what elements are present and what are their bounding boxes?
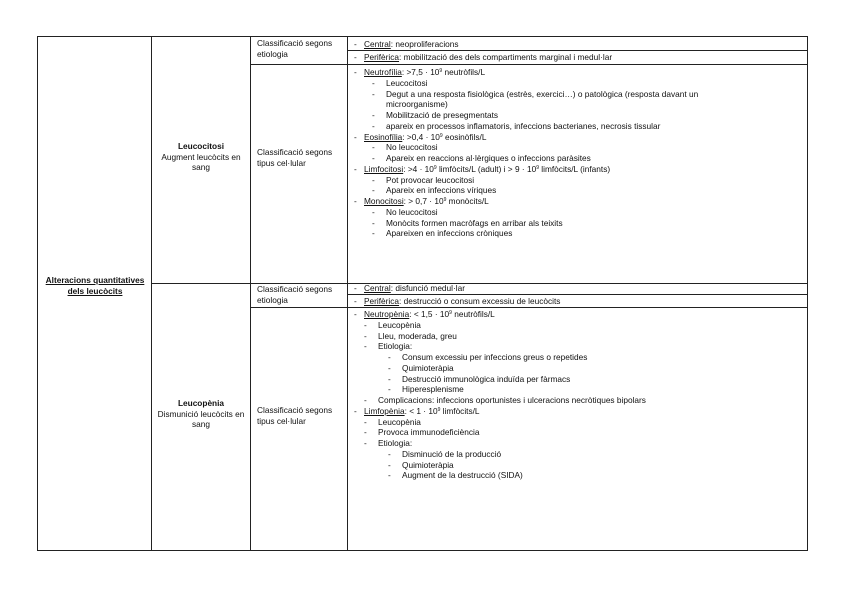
class-etio-2: Classificació segons etiologia: [257, 284, 333, 305]
row-divider-b: [250, 307, 808, 308]
leukocyte-table: Alteracions quantitatives dels leucòcits Leucocitosi Augment leucòcits en sang Leucopènia Dismunició leucòcits en sang Classificació segons etiologia Classificació segons tipus cel·lular Classificació segons etiologia Classificació segons tipus cel·lular - Central: neoproliferacions - Perifèrica: mobilització des dels compartiments marginal i medul·lar - Neutrofília: $>7,5 \cdot 10^9$ neutròfils/L - Leucocitosi - Degut a una resposta fisiològica (estrès, exercici…) o patològica (resposta davant un microorganisme) - Mobilització de presegmentats - apareix en processos inflamatoris, infeccions bacterianes, necrosis tissular - Eosinofília: $>0,4 \cdot 10^9$ eosinòfils/L - No leucocitosi - Apareix en reaccions al·lèrgiques o infeccions paràsites - Limfocitosi: $>4 \cdot 10^9$ limfòcits/L (adult) $i > 9 \cdot 10^9$ limfòcits/L (infants) - Pot provocar leucocitosi - Apareix en infeccions víriques - Monocitosi: > $0,7 \cdot 10^9$ monòcits/L - No leucocitosi - Monòcits formen macròfags en arribar als teixits - Apareixen en infeccions cròniques - Central: disfunció medul·lar - Perifèrica: destrucció o consum excessiu de leucòcits - Neutropènia: < $1,5 \cdot 10^9$ neutròfils/L - Leucopènia - Lleu, moderada, greu - Etiologia: - Consum excessiu per infeccions greus o repetides - Quimioteràpia - Destrucció immunològica induïda per fàrmacs - Hiperesplenisme - Complicacions: infeccions oportunistes i ulceracions necròtiques bipolars - Limfopènia: < $1 \cdot 10^9$ limfòcits/L - Leucopènia - Provoca immunodeficiència - Etiologia: - Disminució de la producció - Quimioteràpia - Augment de la destrucció (SIDA): [37, 36, 808, 551]
leucocitosi-title: Leucocitosi: [177, 141, 225, 151]
leucopenia-cell: [154, 398, 248, 430]
leucocitosi-desc: Augment leucòcits en sang: [161, 151, 241, 173]
table-title: Alteracions quantitatives dels leucòcits: [45, 275, 145, 296]
row-divider-a: [250, 64, 808, 65]
leucopenia-desc: Dismunició leucòcits en sang: [157, 408, 245, 430]
col-divider-1: [151, 37, 152, 550]
leucopenia-title: Leucopènia: [177, 398, 225, 408]
leucocitosi-cell: [154, 141, 248, 173]
class-cell-1: Classificació segons tipus cel·lular: [257, 147, 333, 168]
row-divider-main: [151, 283, 808, 284]
class-cell-2: Classificació segons tipus cel·lular: [257, 405, 333, 426]
class-etio-1: Classificació segons etiologia: [257, 38, 333, 59]
col-divider-2: [250, 37, 251, 550]
